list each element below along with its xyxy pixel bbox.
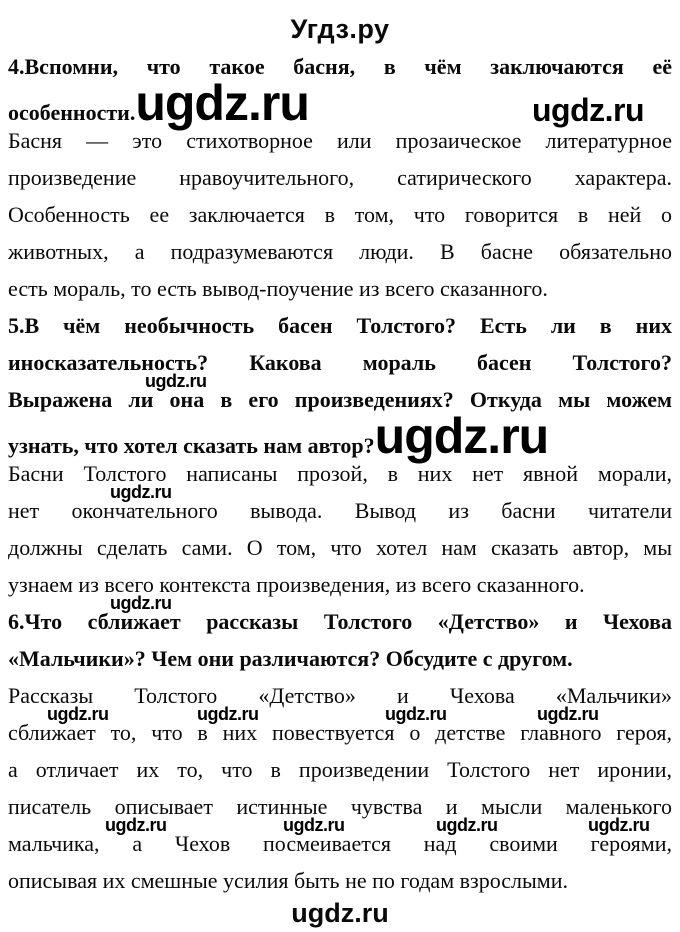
watermark-small-a5-1: ugdz.ru xyxy=(110,482,172,502)
answer-5-line-1: Басни Толстого написаны прозой, в них нет явной морали, xyxy=(8,461,672,486)
watermark-large-q5: ugdz.ru xyxy=(374,408,549,464)
watermark-small-a6-r1-2: ugdz.ru xyxy=(197,704,259,724)
answer-4-line-2: произведение нравоучительного, сатирического характера. xyxy=(8,165,672,190)
watermark-small-a6-r2-3: ugdz.ru xyxy=(436,815,498,835)
answer-5-line-2: нет окончательного вывода. Вывод из басни читатели xyxy=(8,498,672,523)
answer-6-line-5: мальчика, а Чехов посмеивается над своими героями, xyxy=(8,831,672,856)
watermark-small-a6-r2-4: ugdz.ru xyxy=(588,815,650,835)
watermark-small-a6-r1-4: ugdz.ru xyxy=(537,704,599,724)
question-6-line-2: «Мальчики»? Чем они различаются? Обсудите с другом. xyxy=(8,646,573,671)
watermark-small-a6-r1-1: ugdz.ru xyxy=(47,704,109,724)
watermark-small-a5-2: ugdz.ru xyxy=(110,593,172,613)
question-4-line-2-text: особенности. xyxy=(8,100,136,125)
answer-5-line-4: узнаем из всего контекста произведения, из всего сказанного. xyxy=(8,572,585,597)
answer-4-line-5: есть мораль, то есть вывод-поучение из всего сказанного. xyxy=(8,276,548,301)
watermark-small-a6-r2-1: ugdz.ru xyxy=(105,815,167,835)
question-5-line-4 xyxy=(0,408,680,464)
question-5-line-4-text: узнать, что хотел сказать нам автор? xyxy=(8,433,375,458)
question-5-line-2: иносказательность? Какова мораль басен Толстого? xyxy=(8,350,672,375)
question-4-line-1: 4.Вспомни, что такое басня, в чём заключаются её xyxy=(8,54,672,79)
answer-6-line-1: Рассказы Толстого «Детство» и Чехова «Мальчики» xyxy=(8,683,672,708)
site-header: Угдз.ру xyxy=(290,14,390,44)
question-5-line-3: Выражена ли она в его произведениях? Откуда мы можем xyxy=(8,387,672,412)
answer-4-line-1: Басня — это стихотворное или прозаическое литературное xyxy=(8,128,672,153)
answer-6-line-6: описывая их смешные усилия быть не по годам взрослыми. xyxy=(8,868,568,893)
watermark-small-q5: ugdz.ru xyxy=(145,371,207,391)
question-5-line-1: 5.В чём необычность басен Толстого? Есть ли в них xyxy=(8,313,672,338)
watermark-medium-right: ugdz.ru xyxy=(531,92,644,128)
question-6-line-1: 6.Что сближает рассказы Толстого «Детство» и Чехова xyxy=(8,609,672,634)
answer-5-line-3: должны сделать сами. О том, что хотел нам сказать автор, мы xyxy=(8,535,672,560)
answer-4-line-3: Особенность ее заключается в том, что говорится в ней о xyxy=(8,202,672,227)
watermark-small-a6-r1-3: ugdz.ru xyxy=(385,704,447,724)
watermark-small-a6-r2-2: ugdz.ru xyxy=(283,815,345,835)
watermark-large-q4: ugdz.ru xyxy=(135,75,309,131)
answer-6-line-4: писатель описывает истинные чувства и мысли маленького xyxy=(8,794,672,819)
answer-6-line-3: а отличает их то, что в произведении Толстого нет иронии, xyxy=(8,757,672,782)
answer-4-line-4: животных, а подразумеваются люди. В басне обязательно xyxy=(8,239,672,264)
site-footer-watermark: ugdz.ru xyxy=(291,898,389,928)
answer-6-line-2: сближает то, что в них повествуется о детстве главного героя, xyxy=(8,720,672,745)
